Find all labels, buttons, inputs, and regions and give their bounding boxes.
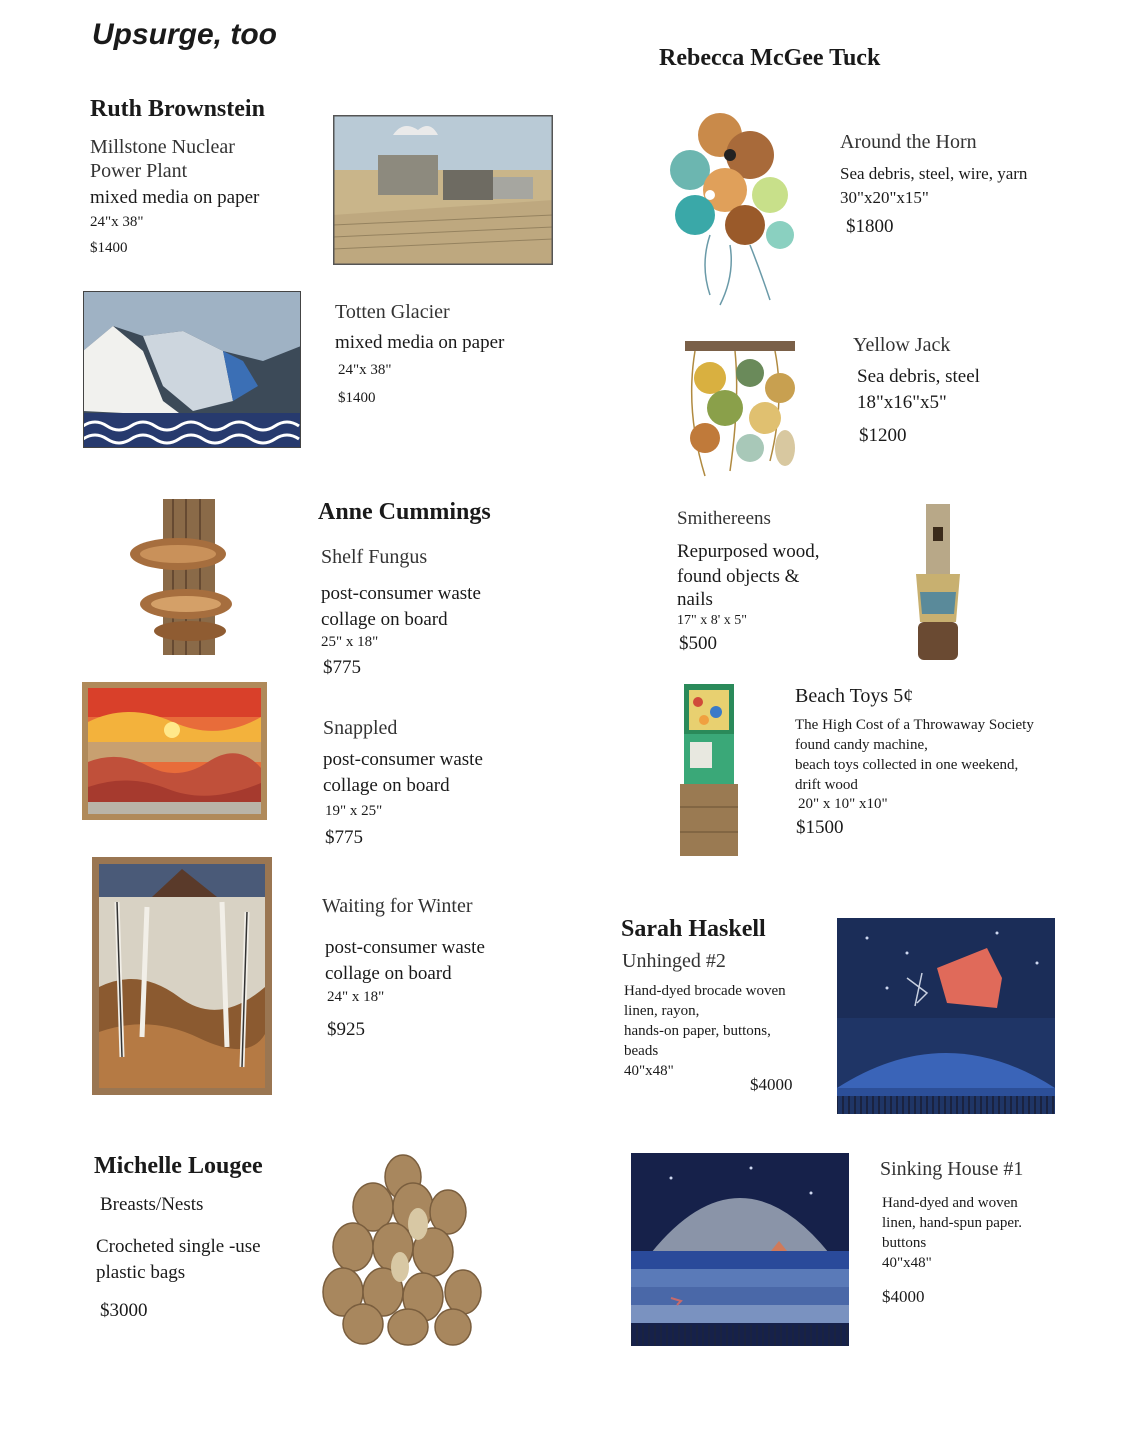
work-medium: mixed media on paper [335, 332, 505, 353]
work-price: $1400 [90, 240, 128, 256]
artwork-breasts-nests [318, 1152, 488, 1347]
artwork-smithereens [908, 502, 968, 664]
work-medium-line2: plastic bags [96, 1262, 186, 1283]
artist-name-haskell: Sarah Haskell [621, 916, 766, 942]
artist-name-tuck: Rebecca McGee Tuck [659, 45, 881, 71]
work-medium: Hand-dyed and woven [882, 1195, 1018, 1211]
work-title-around-the-horn: Around the Horn [840, 131, 977, 153]
work-medium-line4: beads [624, 1043, 659, 1059]
work-medium-line3: hands-on paper, buttons, [624, 1023, 771, 1039]
work-medium-line3: drift wood [795, 777, 858, 793]
work-price: $1800 [846, 216, 894, 237]
work-size: 20" x 10" x10" [798, 796, 888, 812]
artwork-snappled [82, 682, 267, 820]
work-size: 25" x 18" [321, 634, 379, 650]
work-title-millstone: Millstone Nuclear [90, 136, 235, 158]
work-title-breasts-nests: Breasts/Nests [100, 1194, 204, 1215]
work-size: 19" x 25" [325, 803, 383, 819]
work-price: $1400 [338, 390, 376, 406]
work-medium-line3: buttons [882, 1235, 927, 1251]
artwork-waiting-for-winter [92, 857, 272, 1095]
work-size: 18"x16"x5" [857, 392, 947, 413]
work-size: 24" x 18" [327, 989, 385, 1005]
work-size: 40"x48" [624, 1063, 674, 1079]
work-medium-line2: collage on board [325, 963, 452, 984]
artwork-beach-toys [676, 682, 742, 858]
work-price: $1200 [859, 425, 907, 446]
artwork-millstone-nuclear-power-plant [333, 115, 553, 265]
work-medium-line3: nails [677, 589, 713, 610]
work-price: $500 [679, 633, 717, 654]
work-price: $775 [323, 657, 361, 678]
work-medium-line2: linen, rayon, [624, 1003, 700, 1019]
work-medium-line2: found objects & [677, 566, 800, 587]
work-title-shelf-fungus: Shelf Fungus [321, 546, 428, 568]
artwork-yellow-jack [665, 333, 810, 485]
work-medium-line2: linen, hand-spun paper. [882, 1215, 1022, 1231]
work-medium: Sea debris, steel, wire, yarn [840, 164, 1028, 183]
work-medium: post-consumer waste [321, 583, 481, 604]
work-price: $4000 [882, 1287, 925, 1306]
work-size: 24"x 38" [90, 214, 144, 230]
work-medium-line2: beach toys collected in one weekend, [795, 757, 1019, 773]
artist-name-brownstein: Ruth Brownstein [90, 96, 265, 122]
work-price: $1500 [796, 817, 844, 838]
work-size: 24"x 38" [338, 362, 392, 378]
work-size: 30"x20"x15" [840, 188, 929, 207]
work-title-waiting-for-winter: Waiting for Winter [322, 895, 473, 917]
work-price: $3000 [100, 1300, 148, 1321]
work-size: 17" x 8' x 5" [677, 613, 747, 628]
work-title-smithereens: Smithereens [677, 508, 771, 529]
work-medium-line2: collage on board [321, 609, 448, 630]
work-title-snappled: Snappled [323, 717, 398, 739]
work-title-sinking-house: Sinking House #1 [880, 1158, 1024, 1180]
work-price: $4000 [750, 1075, 793, 1094]
work-title-unhinged: Unhinged #2 [622, 950, 726, 972]
artwork-shelf-fungus [118, 499, 233, 655]
work-subtitle: The High Cost of a Throwaway Society [795, 717, 1034, 733]
artist-name-cummings: Anne Cummings [318, 499, 491, 525]
artwork-totten-glacier [83, 291, 301, 448]
work-size: 40"x48" [882, 1255, 932, 1271]
work-medium: mixed media on paper [90, 187, 260, 208]
work-medium: post-consumer waste [323, 749, 483, 770]
work-medium-line2: collage on board [323, 775, 450, 796]
work-title-millstone-line2: Power Plant [90, 160, 188, 182]
work-medium: Hand-dyed brocade woven [624, 983, 786, 999]
artwork-sinking-house-1 [631, 1153, 849, 1346]
work-title-beach-toys: Beach Toys 5¢ [795, 685, 914, 707]
page-title: Upsurge, too [92, 18, 277, 51]
work-medium: found candy machine, [795, 737, 928, 753]
work-medium: post-consumer waste [325, 937, 485, 958]
artwork-around-the-horn [650, 95, 830, 313]
work-price: $775 [325, 827, 363, 848]
artwork-unhinged-2 [837, 918, 1055, 1114]
work-medium: Repurposed wood, [677, 541, 820, 562]
work-price: $925 [327, 1019, 365, 1040]
work-medium: Crocheted single -use [96, 1236, 261, 1257]
work-title-totten-glacier: Totten Glacier [335, 301, 450, 323]
work-medium: Sea debris, steel [857, 366, 980, 387]
artist-name-lougee: Michelle Lougee [94, 1153, 263, 1179]
work-title-yellow-jack: Yellow Jack [853, 334, 951, 356]
